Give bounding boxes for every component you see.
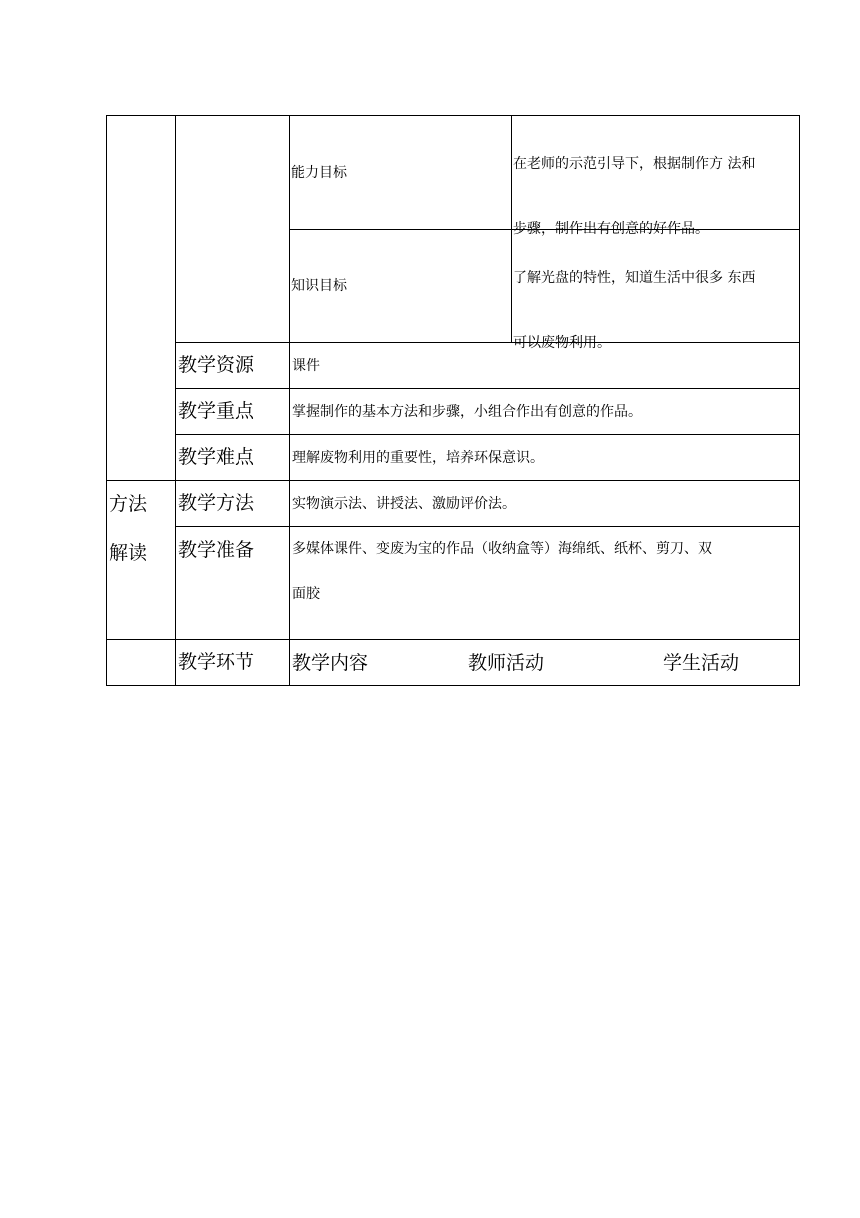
row-label-difficulties: 教学难点: [178, 446, 255, 468]
column-divider-1: [175, 115, 176, 686]
row-divider-resources: [175, 342, 800, 343]
objective-text-ability-line1: 在老师的示范引导下，根据制作方 法和: [513, 156, 756, 172]
header-col-student: 学生活动: [663, 652, 740, 674]
column-divider-2: [289, 115, 290, 686]
header-label-stage: 教学环节: [178, 651, 255, 673]
column-divider-objectives: [511, 115, 512, 342]
objective-text-knowledge: [513, 230, 799, 351]
row-label-preparation: 教学准备: [178, 539, 255, 561]
row-divider-header: [106, 639, 800, 640]
row-divider-key-points: [175, 388, 800, 389]
row-divider-preparation: [175, 526, 800, 527]
row-content-methods: 实物演示法、讲授法、激励评价法。: [292, 496, 516, 512]
objective-label-ability: 能力目标: [291, 165, 347, 181]
row-content-key-points: 掌握制作的基本方法和步骤，小组合作出有创意的作品。: [292, 404, 642, 420]
row-label-methods: 教学方法: [178, 492, 255, 514]
row-divider-methods: [106, 480, 800, 481]
objective-text-knowledge-line1: 了解光盘的特性，知道生活中很多 东西: [513, 270, 756, 286]
row-content-difficulties: 理解废物利用的重要性，培养环保意识。: [292, 450, 544, 466]
row-content-resources: 课件: [292, 358, 320, 374]
objective-label-knowledge: 知识目标: [291, 278, 347, 294]
section-label-line1: 方法: [109, 493, 148, 515]
objective-text-ability-line2: 步骤，制作出有创意的好作品。: [513, 221, 709, 237]
header-col-content: 教学内容: [292, 652, 369, 674]
objective-text-knowledge-line2: 可以废物利用。: [513, 335, 611, 351]
objective-text-ability: [513, 116, 799, 237]
row-content-preparation-line2: 面胶: [292, 586, 320, 602]
table-bottom-border: [106, 685, 800, 686]
row-content-preparation-line1: 多媒体课件、变废为宝的作品（收纳盒等）海绵纸、纸杯、剪刀、双: [292, 541, 712, 557]
row-divider-difficulties: [175, 434, 800, 435]
table-right-border: [799, 115, 800, 686]
row-label-resources: 教学资源: [178, 354, 255, 376]
row-label-key-points: 教学重点: [178, 400, 255, 422]
header-col-teacher: 教师活动: [468, 652, 545, 674]
table-left-border: [106, 115, 107, 686]
section-label-line2: 解读: [109, 542, 148, 564]
